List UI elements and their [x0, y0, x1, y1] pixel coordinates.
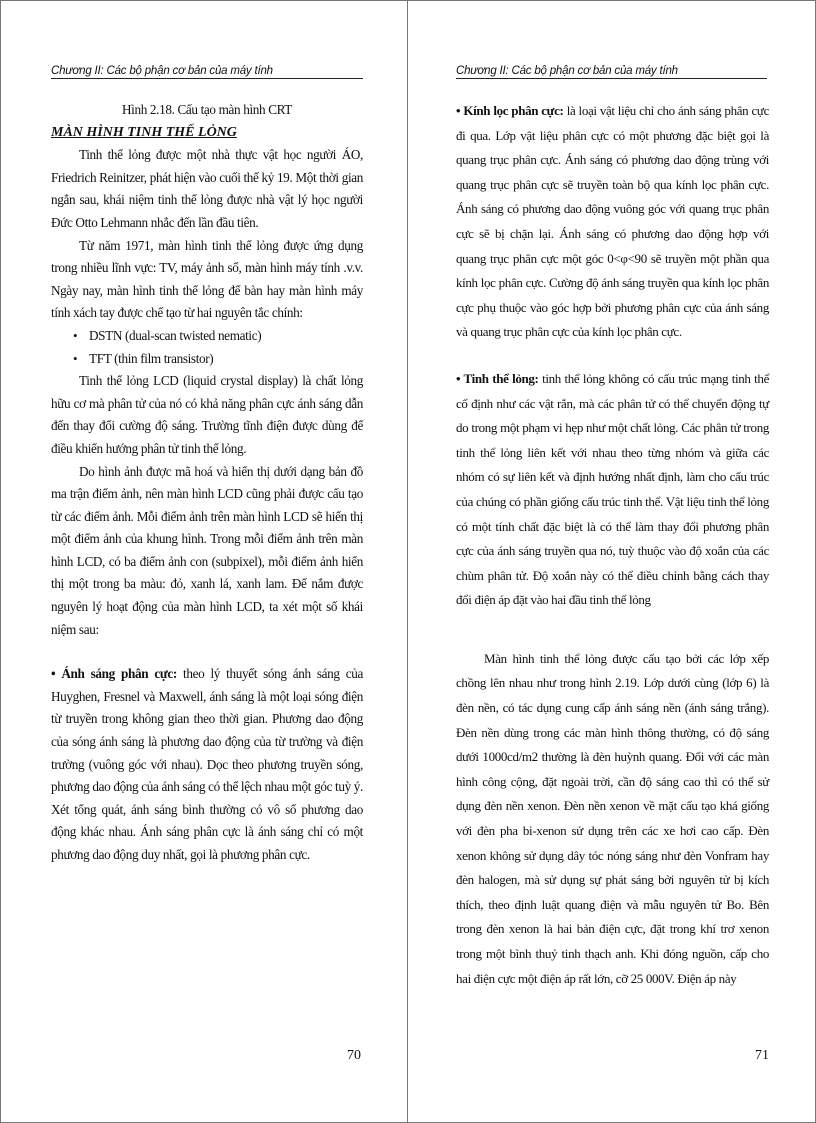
page-number: 70	[347, 1048, 361, 1063]
term-text: tinh thể lỏng không có cấu trúc mạng tinh thể cố định như các vật rắn, mà các phân tử có thể chuyển động tự do trong một phạm vi hẹp như một chất lỏng. Các phân tử trong tinh thể lỏng liên kết với nhau theo từng nhóm và giữa các nhóm có sự liên kết và định hướng nhất định, làm cho cấu trúc của chúng có phần giống cấu trúc tinh thể. Vật liệu tinh thể lỏng có một tính chất đặc biệt là có thể làm thay đổi phương phân cực của ánh sáng truyền qua nó, tuỳ thuộc vào độ xoắn của các chùm phân tử. Độ xoắn này có thể điều chỉnh bằng cách thay đổi điện áp đặt vào hai đầu tinh thể lỏng	[456, 370, 769, 608]
term-label: • Ánh sáng phân cực:	[51, 666, 177, 682]
list-item: • TFT (thin film transistor)	[73, 348, 363, 371]
paragraph: Do hình ảnh được mã hoá và hiển thị dưới dạng bản đồ ma trận điểm ảnh, nên màn hình LCD cũng phải được cấu tạo từ các điểm ảnh. Mỗi điểm ảnh trên màn hình LCD sẽ hiển thị một điểm ảnh của khung hình. Trong mỗi điểm ảnh trên màn hình LCD, có ba điểm ảnh con (subpixel), mỗi điểm ảnh hiển thị một trong ba màu: đỏ, xanh lá, xanh lam. Để nắm được nguyên lý hoạt động của màn hình LCD, ta xét một số khái niệm sau:	[51, 463, 363, 637]
page-content	[51, 99, 363, 867]
term-text: theo lý thuyết sóng ánh sáng của Huyghen, Fresnel và Maxwell, ánh sáng là một loại sóng điện từ truyền trong không gian theo thời gian. Phương dao động của sóng ánh sáng là phương dao động của từ trường và điện trường (vuông góc với nhau). Dọc theo phương truyền sóng, phương dao động của ánh sáng có thể lệch nhau một góc tuỳ ý. Xét tổng quát, ánh sáng bình thường có vô số phương dao động khác nhau. Ánh sáng phân cực là ánh sáng chỉ có một phương dao động duy nhất, gọi là phương phân cực.	[51, 666, 363, 862]
page-number: 71	[755, 1048, 769, 1063]
paragraph: Tinh thể lỏng được một nhà thực vật học người ÁO, Friedrich Reinitzer, phát hiện vào cuối thế kỷ 19. Một thời gian ngắn sau, khái niệm tinh thể lỏng được nhà vật lý học người Đức Otto Lehmann nhắc đến lần đầu tiên.	[51, 147, 363, 230]
paragraph-polarizing-filter	[456, 99, 769, 345]
term-text: là loại vật liệu chỉ cho ánh sáng phân cực đi qua. Lớp vật liệu phân cực có một phương đặc biệt gọi là quang trục phân cực. Ánh sáng có phương dao động trùng với quang trục phân cực sẽ truyền toàn bộ qua kính lọc phân cực. Ánh sáng có phương dao động vuông góc với quang trục phân cực sẽ bị chặn lại. Ánh sáng có phương dao động hợp với quang trục phân cực một góc 0<φ<90 sẽ truyền một phần qua kính lọc phân cực. Cường độ ánh sáng truyền qua kính lọc phân cực phụ thuộc vào góc hợp bởi phương phân cực của ánh sáng và quang trục phân cực của kính lọc phân cực.	[456, 103, 770, 340]
page-header: Chương II: Các bộ phận cơ bản của máy tính	[456, 65, 767, 79]
paragraph: Màn hình tinh thể lỏng được cấu tạo bởi các lớp xếp chồng lên nhau như trong hình 2.19. Lớp dưới cùng (lớp 6) là đèn nền, có tác dụng cung cấp ánh sáng nền (ánh sáng trắng). Đèn nền dùng trong các màn hình thông thường, có độ sáng dưới 1000cd/m2 thường là đèn huỳnh quang. Đối với các màn hình công cộng, đặt ngoài trời, cần độ sáng cao thì có thể sử dụng đèn nền xenon. Đèn nền xenon về mặt cấu tạo khá giống với đèn pha bi-xenon sử dụng trên các xe hơi cao cấp. Đèn xenon không sử dụng dây tóc nóng sáng như đèn Vonfram hay đèn halogen, mà sử dụng sự phát sáng bởi nguyên tử bị kích thích, theo định luật quang điện và mẫu nguyên tử Bo. Bên trong đèn xenon là hai bản điện cực, đặt trong khí trơ xenon trong một bình thuỷ tinh thạch anh. Khi đóng nguồn, cấp cho hai điện cực một điện áp rất lớn, cỡ 25 000V. Điện áp này	[456, 650, 769, 986]
bullet-list	[51, 325, 363, 370]
paragraph-liquid-crystal	[456, 367, 769, 613]
paragraph: Tinh thể lỏng LCD (liquid crystal display) là chất lỏng hữu cơ mà phân tử của nó có khả năng phân cực ánh sáng dẫn đến thay đổi cường độ sáng. Trường tĩnh điện được dùng để điều khiển hướng phân tử tinh thể lỏng.	[51, 373, 363, 456]
page-header: Chương II: Các bộ phận cơ bản của máy tính	[51, 65, 363, 79]
paragraph-polarized-light	[51, 663, 363, 866]
section-title: MÀN HÌNH TINH THỂ LỎNG	[51, 124, 237, 140]
list-item: • DSTN (dual-scan twisted nematic)	[73, 325, 363, 348]
paragraph: Từ năm 1971, màn hình tinh thể lỏng được ứng dụng trong nhiều lĩnh vực: TV, máy ảnh số, màn hình máy tính .v.v. Ngày nay, màn hình tinh thể lỏng để bàn hay màn hình máy tính xách tay được chế tạo từ hai nguyên tắc chính:	[51, 237, 363, 321]
page-content	[456, 99, 769, 991]
right-page	[408, 0, 816, 1123]
term-label: • Kính lọc phân cực:	[456, 103, 564, 118]
term-label: • Tinh thể lỏng:	[456, 370, 539, 386]
figure-caption: Hình 2.18. Cấu tạo màn hình CRT	[121, 102, 293, 117]
